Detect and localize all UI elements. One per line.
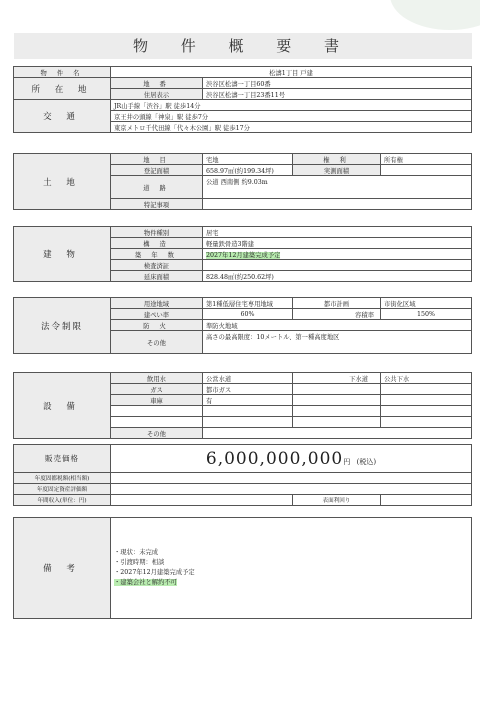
property-type-value: 居宅 [203, 227, 472, 238]
actual-area-value [381, 165, 472, 176]
property-type-label: 物件種別 [111, 227, 203, 238]
assessed-value-value [111, 484, 472, 495]
rights-label: 権 利 [293, 154, 381, 165]
city-plan-value: 市街化区域 [381, 298, 472, 309]
fixed-tax-label: 年度固都税額(相当額) [14, 473, 111, 484]
sewer-label: 下水道 [293, 373, 381, 384]
road-value: 公道 西南側 約9.03m [203, 176, 472, 199]
inspection-certificate-value [203, 260, 472, 271]
floor-area-label: 延床面積 [111, 271, 203, 282]
registered-area-value: 658.97㎡(約199.34坪) [203, 165, 293, 176]
parking-label: 車庫 [111, 395, 203, 406]
transport-line: JR山手線「渋谷」駅 徒歩14分 [111, 100, 472, 111]
price-table [13, 444, 472, 506]
registered-area-label: 登記面積 [111, 165, 203, 176]
water-label: 飲用水 [111, 373, 203, 384]
facilities-section-label: 設 備 [14, 373, 111, 439]
surface-yield-label: 表面利回り [293, 495, 381, 506]
actual-area-label: 実測面積 [293, 165, 381, 176]
legal-section-label: 法令制限 [14, 298, 111, 354]
price-unit: 円 [343, 457, 351, 466]
fixed-tax-value [111, 473, 472, 484]
parking-value: 有 [203, 395, 293, 406]
fire-prevention-value: 準防火地域 [203, 320, 472, 331]
property-name-label: 物 件 名 [14, 67, 111, 78]
remarks-label: 備 考 [14, 518, 111, 619]
zoning-value: 第1種低層住宅専用地域 [203, 298, 293, 309]
building-section-label: 建 物 [14, 227, 111, 282]
inspection-certificate-label: 検査済証 [111, 260, 203, 271]
annual-income-label: 年間収入(単位：円) [14, 495, 111, 506]
structure-value: 軽量鉄骨造3階建 [203, 238, 472, 249]
decorative-corner-shape [390, 0, 480, 30]
price-tax-note: (税込) [356, 457, 377, 466]
facilities-other-value [203, 428, 472, 439]
facilities-other-label: その他 [111, 428, 203, 439]
transport-line: 京王井の頭線「神泉」駅 徒歩7分 [111, 111, 472, 122]
remark-item: ・引渡時期：相談 [114, 559, 165, 566]
building-coverage-value: 60% [203, 309, 293, 320]
remark-item: ・現状：未完成 [114, 549, 159, 556]
legal-restrictions-table [13, 297, 472, 354]
water-value: 公営水道 [203, 373, 293, 384]
floor-area-ratio-label: 容積率 [293, 309, 381, 320]
remarks-content [111, 518, 472, 619]
floor-area-ratio-value: 150% [381, 309, 472, 320]
zoning-label: 用途地域 [111, 298, 203, 309]
location-label: 所 在 地 [14, 78, 111, 100]
price-value-cell [111, 445, 472, 473]
assessed-value-label: 年度固定資産評価額 [14, 484, 111, 495]
address-label: 住居表示 [111, 89, 203, 100]
legal-other-value: 高さの最高限度：10メートル、第一種高度地区 [203, 331, 472, 354]
structure-label: 構 造 [111, 238, 203, 249]
document-title: 物 件 概 要 書 [14, 33, 472, 59]
address-value: 渋谷区松濤一丁目23番11号 [203, 89, 472, 100]
special-notes-value [203, 199, 472, 210]
gas-label: ガス [111, 384, 203, 395]
building-age-value: 2027年12月建築完成予定 [206, 251, 281, 259]
surface-yield-value [381, 495, 472, 506]
land-table [13, 153, 472, 210]
city-plan-label: 都市計画 [293, 298, 381, 309]
land-section-label: 土 地 [14, 154, 111, 210]
annual-income-value [111, 495, 293, 506]
overview-table [13, 66, 472, 133]
building-age-label: 築 年 数 [111, 249, 203, 260]
price-label: 販売価格 [14, 445, 111, 473]
transport-label: 交 通 [14, 100, 111, 133]
fire-prevention-label: 防 火 [111, 320, 203, 331]
legal-other-label: その他 [111, 331, 203, 354]
facilities-table [13, 372, 472, 439]
rights-value: 所有権 [381, 154, 472, 165]
price-amount: 6,000,000,000 [205, 448, 344, 469]
land-category-label: 地 目 [111, 154, 203, 165]
road-label: 道 路 [111, 176, 203, 199]
floor-area-value: 828.48㎡(約250.62坪) [203, 271, 472, 282]
remark-item: ・建築会社と解約不可 [114, 579, 177, 586]
special-notes-label: 特記事項 [111, 199, 203, 210]
property-name-value: 松濤1丁目 戸建 [111, 67, 472, 78]
lot-number-label: 地 番 [111, 78, 203, 89]
building-coverage-label: 建ぺい率 [111, 309, 203, 320]
sewer-value: 公共下水 [381, 373, 472, 384]
land-category-value: 宅地 [203, 154, 293, 165]
gas-value: 都市ガス [203, 384, 293, 395]
remarks-table [13, 517, 472, 619]
remark-item: ・2027年12月建築完成予定 [114, 569, 195, 576]
lot-number-value: 渋谷区松濤一丁目60番 [203, 78, 472, 89]
transport-line: 東京メトロ千代田線「代々木公園」駅 徒歩17分 [111, 122, 472, 133]
building-table [13, 226, 472, 282]
